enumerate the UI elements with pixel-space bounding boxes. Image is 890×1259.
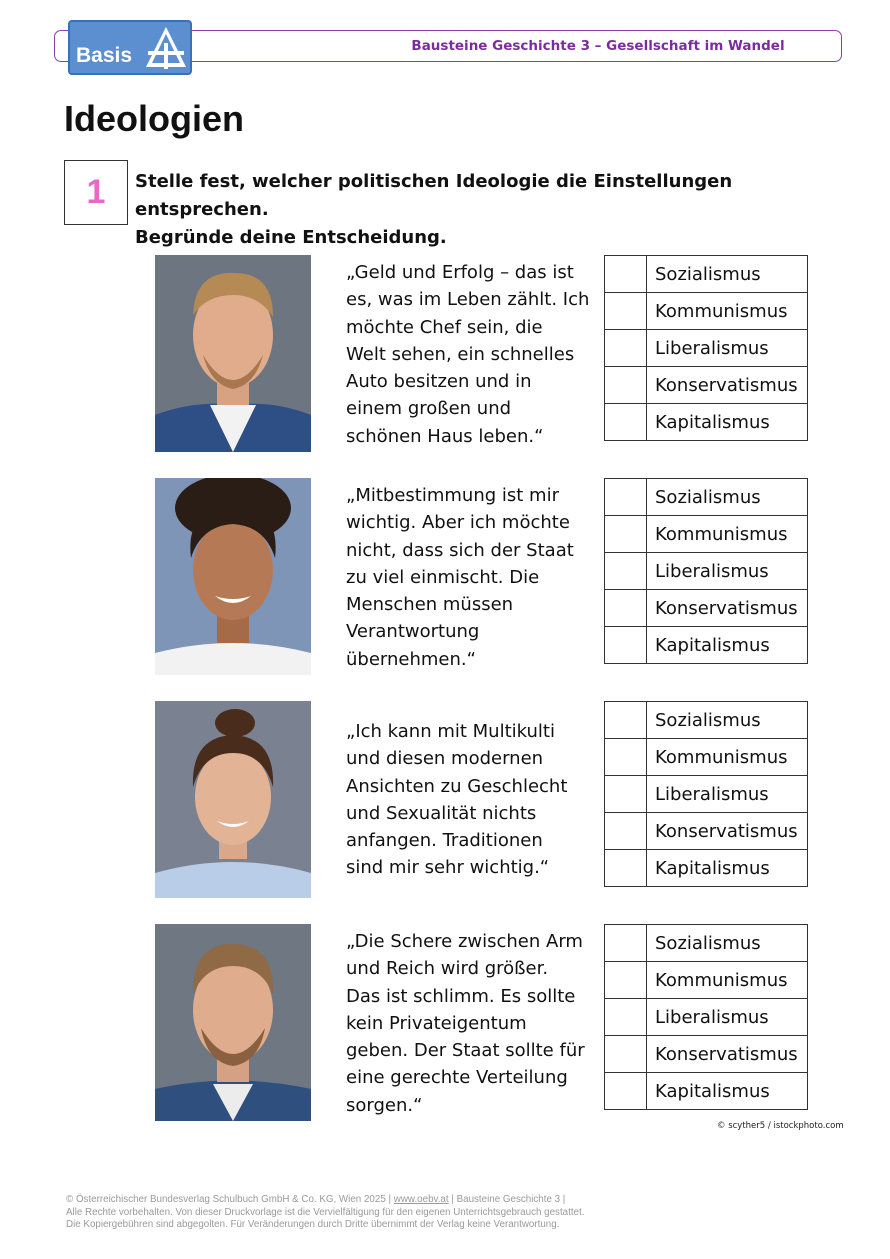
checkbox[interactable] — [605, 850, 647, 887]
task-instruction-line: Stelle fest, welcher politischen Ideologie die Einstellungen entsprechen. — [135, 171, 733, 220]
quote-line: möchte Chef sein, die — [346, 316, 543, 338]
logo-text: Basis — [76, 44, 133, 67]
option-label: Kapitalismus — [647, 404, 808, 441]
footer-copyright: © Österreichischer Bundesverlag Schulbuch GmbH & Co. KG, Wien 2025 | — [66, 1194, 394, 1205]
option-label: Konservatismus — [647, 1036, 808, 1073]
ideology-choices — [604, 924, 808, 1110]
checkbox[interactable] — [605, 813, 647, 850]
quote-line: Das ist schlimm. Es sollte — [346, 985, 576, 1007]
option-label: Kommunismus — [647, 516, 808, 553]
checkbox[interactable] — [605, 479, 647, 516]
option-label: Liberalismus — [647, 330, 808, 367]
statement-quote — [346, 718, 596, 882]
checkbox[interactable] — [605, 330, 647, 367]
option-label: Konservatismus — [647, 590, 808, 627]
quote-line: und Sexualität nichts — [346, 802, 537, 824]
task-instruction — [135, 168, 835, 252]
quote-line: geben. Der Staat sollte für — [346, 1040, 585, 1062]
page-title: Ideologien — [64, 98, 244, 139]
quote-line: sind mir sehr wichtig.“ — [346, 857, 550, 879]
quote-line: „Mitbestimmung ist mir — [346, 485, 559, 506]
checkbox[interactable] — [605, 516, 647, 553]
ideology-choices — [604, 478, 808, 664]
option-label: Liberalismus — [647, 776, 808, 813]
quote-line: „Ich kann mit Multikulti — [346, 721, 555, 742]
option-label: Sozialismus — [647, 256, 808, 293]
checkbox[interactable] — [605, 1036, 647, 1073]
portrait-photo-woman-1 — [155, 478, 311, 675]
task-instruction-line: Begründe deine Entscheidung. — [135, 227, 447, 248]
quote-line: zu viel einmischt. Die — [346, 566, 540, 588]
statement-quote — [346, 482, 596, 673]
option-label: Kommunismus — [647, 962, 808, 999]
ideology-choices — [604, 701, 808, 887]
statement-quote — [346, 928, 596, 1119]
quote-line: nicht, dass sich der Staat — [346, 539, 574, 561]
checkbox[interactable] — [605, 293, 647, 330]
quote-line: schönen Haus leben.“ — [346, 425, 544, 447]
footer-book-title: | Bausteine Geschichte 3 | — [448, 1194, 566, 1205]
quote-line: Welt sehen, ein schnelles — [346, 343, 575, 365]
checkbox[interactable] — [605, 1073, 647, 1110]
portrait-photo-woman-2 — [155, 701, 311, 898]
series-title: Bausteine Geschichte 3 – Gesellschaft im Wandel — [411, 38, 785, 54]
quote-line: eine gerechte Verteilung — [346, 1067, 568, 1089]
checkbox[interactable] — [605, 999, 647, 1036]
portrait-photo-man-2 — [155, 924, 311, 1121]
checkbox[interactable] — [605, 553, 647, 590]
quote-line: und Reich wird größer. — [346, 958, 549, 980]
quote-line: es, was im Leben zählt. Ich — [346, 289, 590, 311]
checkbox[interactable] — [605, 702, 647, 739]
quote-line: wichtig. Aber ich möchte — [346, 512, 570, 534]
checkbox[interactable] — [605, 925, 647, 962]
statement-quote — [346, 259, 596, 450]
footer-line: Alle Rechte vorbehalten. Von dieser Druckvorlage ist die Vervielfältigung für den eigenen Unterrichtsgebrauch gestattet. — [66, 1206, 585, 1218]
quote-line: kein Privateigentum — [346, 1012, 527, 1034]
option-label: Liberalismus — [647, 999, 808, 1036]
quote-line: anfangen. Traditionen — [346, 830, 543, 852]
checkbox[interactable] — [605, 367, 647, 404]
option-label: Konservatismus — [647, 367, 808, 404]
footer — [66, 1194, 686, 1232]
logo-triangle-icon — [144, 25, 188, 71]
quote-line: Verantwortung — [346, 621, 480, 643]
option-label: Sozialismus — [647, 925, 808, 962]
option-label: Kapitalismus — [647, 850, 808, 887]
option-label: Kapitalismus — [647, 1073, 808, 1110]
quote-line: sorgen.“ — [346, 1094, 423, 1116]
publisher-link[interactable]: www.oebv.at — [393, 1194, 449, 1205]
checkbox[interactable] — [605, 739, 647, 776]
checkbox[interactable] — [605, 627, 647, 664]
quote-line: Ansichten zu Geschlecht — [346, 775, 568, 797]
footer-line: Die Kopiergebühren sind abgegolten. Für Veränderungen durch Dritte übernimmt der Verlag keine Verantwortung. — [66, 1219, 560, 1230]
checkbox[interactable] — [605, 776, 647, 813]
option-label: Konservatismus — [647, 813, 808, 850]
quote-line: einem großen und — [346, 398, 512, 420]
option-label: Kapitalismus — [647, 627, 808, 664]
option-label: Sozialismus — [647, 702, 808, 739]
option-label: Sozialismus — [647, 479, 808, 516]
checkbox[interactable] — [605, 404, 647, 441]
quote-line: Auto besitzen und in — [346, 371, 532, 393]
quote-line: „Geld und Erfolg – das ist — [346, 262, 574, 283]
option-label: Liberalismus — [647, 553, 808, 590]
ideology-choices — [604, 255, 808, 441]
footer-line — [66, 1194, 686, 1207]
photo-credit: © scyther5 / istockphoto.com — [717, 1121, 844, 1131]
publisher-logo — [68, 20, 192, 75]
quote-line: Menschen müssen — [346, 594, 514, 616]
checkbox[interactable] — [605, 590, 647, 627]
checkbox[interactable] — [605, 962, 647, 999]
quote-line: „Die Schere zwischen Arm — [346, 931, 583, 952]
quote-line: übernehmen.“ — [346, 648, 476, 670]
checkbox[interactable] — [605, 256, 647, 293]
option-label: Kommunismus — [647, 293, 808, 330]
option-label: Kommunismus — [647, 739, 808, 776]
task-number: 1 — [64, 160, 128, 225]
quote-line: und diesen modernen — [346, 748, 544, 770]
portrait-photo-man-1 — [155, 255, 311, 452]
